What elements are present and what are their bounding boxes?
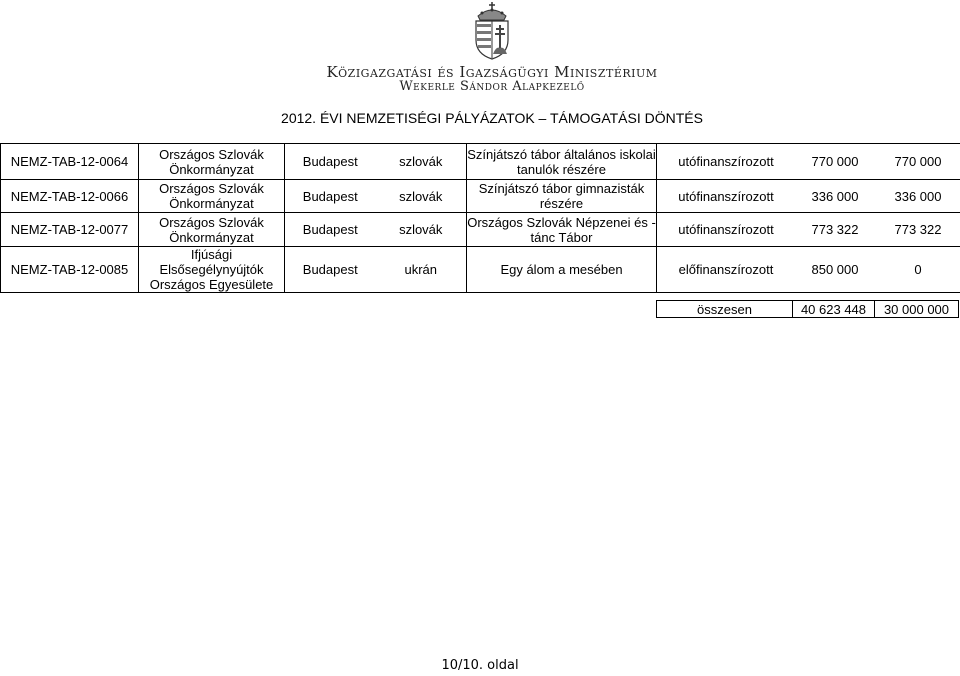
location-nationality — [285, 247, 467, 293]
application-id: NEMZ-TAB-12-0066 — [1, 180, 139, 213]
project-title: Színjátszó tábor gimnazisták részére — [467, 180, 657, 213]
application-id: NEMZ-TAB-12-0077 — [1, 213, 139, 247]
financing-type: utófinanszírozott — [678, 154, 774, 169]
financing-type: előfinanszírozott — [678, 262, 774, 277]
awarded-amount: 770 000 — [894, 154, 942, 169]
application-id: NEMZ-TAB-12-0085 — [1, 247, 139, 293]
applicant-organization: Országos Szlovák Önkormányzat — [139, 180, 285, 213]
application-id: NEMZ-TAB-12-0064 — [1, 144, 139, 180]
totals-row — [656, 300, 959, 318]
table-row — [1, 180, 960, 213]
financing-amounts — [657, 213, 960, 247]
table-row — [1, 144, 960, 180]
hungarian-coat-of-arms-icon — [468, 2, 516, 60]
totals-awarded: 30 000 000 — [875, 301, 959, 318]
fund-manager-name: Wekerle Sándor Alapkezelő — [399, 79, 585, 94]
nationality: szlovák — [399, 222, 443, 237]
financing-amounts — [657, 247, 960, 293]
requested-amount: 770 000 — [811, 154, 859, 169]
nationality: szlovák — [399, 154, 443, 169]
awarded-amount: 773 322 — [894, 222, 942, 237]
requested-amount: 850 000 — [811, 262, 859, 277]
totals-label: összesen — [657, 301, 793, 318]
document-title: 2012. ÉVI NEMZETISÉGI PÁLYÁZATOK – TÁMOGATÁSI DÖNTÉS — [281, 110, 703, 126]
applicant-organization: Ifjúsági Elsősegélynyújtók Országos Egyesülete — [139, 247, 285, 293]
page-number: 10/10. oldal — [441, 658, 519, 673]
project-title: Színjátszó tábor általános iskolai tanulók részére — [467, 144, 657, 180]
applicant-organization: Országos Szlovák Önkormányzat — [139, 144, 285, 180]
document-header — [0, 0, 960, 100]
city: Budapest — [302, 188, 358, 204]
totals-requested: 40 623 448 — [793, 301, 875, 318]
grant-decision-table — [0, 143, 960, 293]
awarded-amount: 0 — [914, 262, 922, 277]
requested-amount: 773 322 — [811, 222, 859, 237]
financing-type: utófinanszírozott — [678, 222, 774, 237]
financing-amounts — [657, 144, 960, 180]
table-row — [1, 247, 960, 293]
location-nationality — [285, 180, 467, 213]
financing-type: utófinanszírozott — [678, 188, 774, 204]
city: Budapest — [302, 154, 358, 169]
city: Budapest — [302, 222, 358, 237]
ministry-name: Közigazgatási és Igazságügyi Minisztérium — [326, 63, 658, 81]
city: Budapest — [302, 262, 358, 277]
project-title: Országos Szlovák Népzenei és -tánc Tábor — [467, 214, 656, 245]
table-row — [1, 213, 960, 247]
applicant-organization: Országos Szlovák Önkormányzat — [139, 213, 285, 247]
financing-amounts — [657, 180, 960, 213]
location-nationality — [285, 144, 467, 180]
project-title: Egy álom a mesében — [467, 247, 657, 293]
location-nationality — [285, 213, 467, 247]
awarded-amount: 336 000 — [894, 188, 942, 204]
nationality: szlovák — [399, 188, 443, 204]
nationality: ukrán — [404, 262, 438, 277]
requested-amount: 336 000 — [811, 188, 859, 204]
